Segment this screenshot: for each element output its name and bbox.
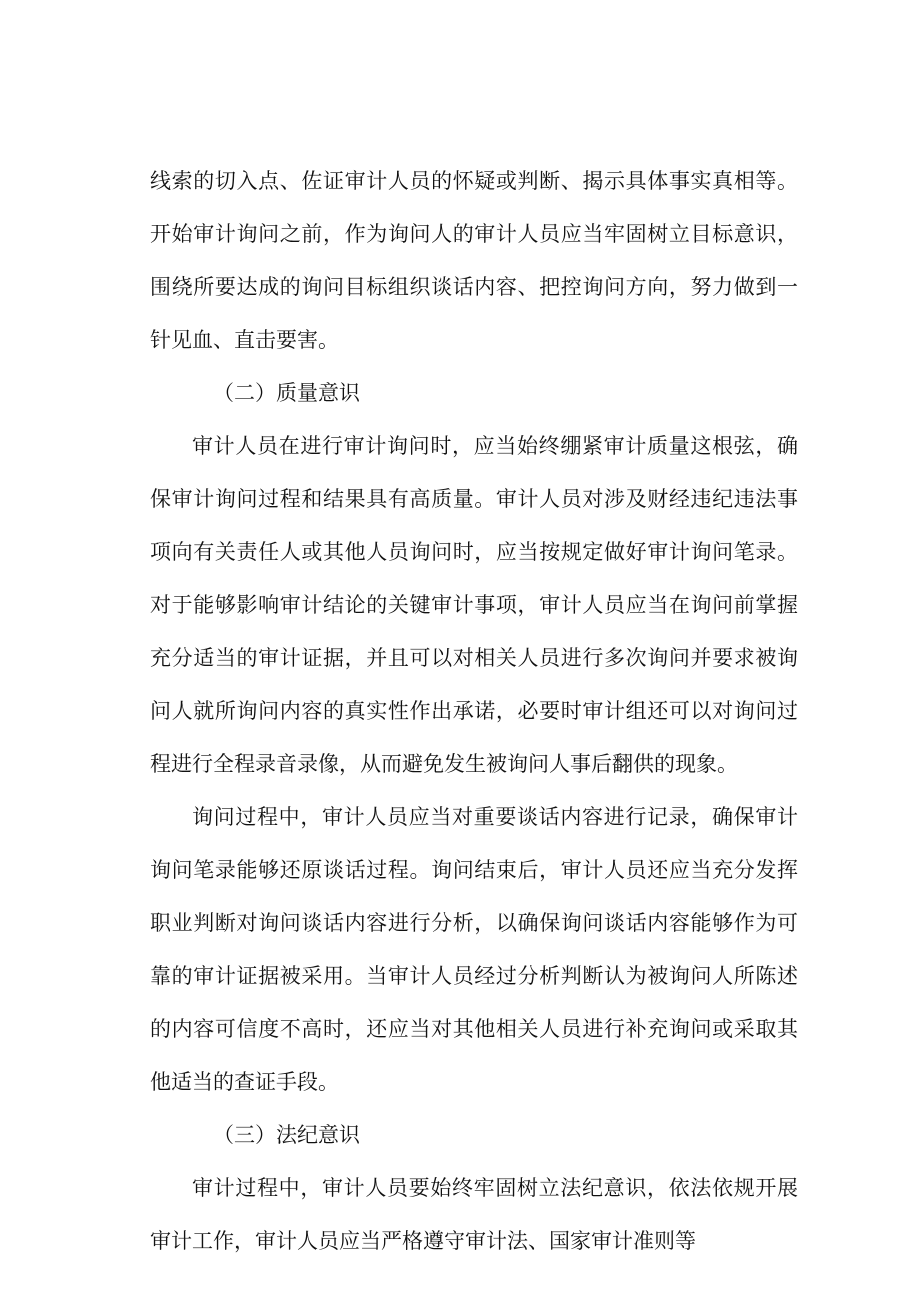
paragraph-quality-1: 审计人员在进行审计询问时，应当始终绷紧审计质量这根弦，确保审计询问过程和结果具有高质量。审计人员对涉及财经违纪违法事项向有关责任人或其他人员询问时，应当按规定做好审计询问笔录。对于能够影响审计结论的关键审计事项，审计人员应当在询问前掌握充分适当的审计证据，并且可以对相关人员进行多次询问并要求被询问人就所询问内容的真实性作出承诺，必要时审计组还可以对询问过程进行全程录音录像，从而避免发生被询问人事后翻供的现象。 (150, 434, 798, 776)
paragraph-continuation: 线索的切入点、佐证审计人员的怀疑或判断、揭示具体事实真相等。开始审计询问之前，作为询问人的审计人员应当牢固树立目标意识，围绕所要达成的询问目标组织谈话内容、把控询问方向，努力做到一针见血、直击要害。 (150, 169, 798, 352)
document-body (150, 155, 798, 1268)
paragraph-quality-2: 询问过程中，审计人员应当对重要谈话内容进行记录，确保审计询问笔录能够还原谈话过程。询问结束后，审计人员还应当充分发挥职业判断对询问谈话内容进行分析，以确保询问谈话内容能够作为可靠的审计证据被采用。当审计人员经过分析判断认为被询问人所陈述的内容可信度不高时，还应当对其他相关人员进行补充询问或采取其他适当的查证手段。 (150, 805, 798, 1094)
section-heading-quality: （二）质量意识 (213, 381, 360, 405)
paragraph-discipline-1: 审计过程中，审计人员要始终牢固树立法纪意识，依法依规开展审计工作，审计人员应当严格遵守审计法、国家审计准则等 (150, 1176, 798, 1253)
section-heading-discipline: （三）法纪意识 (213, 1123, 360, 1147)
